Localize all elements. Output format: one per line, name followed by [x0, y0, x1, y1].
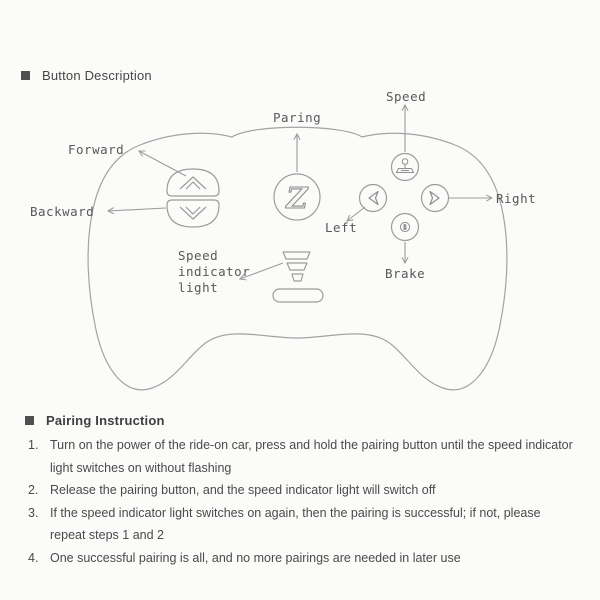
backward-label: Backward [30, 204, 95, 219]
z-logo-icon: Z [286, 181, 308, 215]
list-item [28, 547, 580, 570]
brake-label: Brake [385, 266, 426, 281]
forward-button [167, 169, 219, 196]
list-item [28, 434, 580, 479]
brake-icon [400, 222, 409, 231]
list-item [28, 502, 580, 547]
step-text: If the speed indicator light switches on again, then the pairing is successful; if not, please repeat steps 1 and 2 [50, 505, 541, 542]
paring-label: Paring [273, 110, 322, 125]
left-label: Left [325, 220, 358, 235]
speed-button [392, 154, 419, 181]
up-chevron-icon [180, 177, 206, 189]
step-text: Turn on the power of the ride-on car, press and hold the pairing button until the speed indicator light switches on without flashing [50, 438, 573, 475]
step-number: 3. [28, 505, 39, 520]
step-text: One successful pairing is all, and no more pairings are needed in later use [50, 550, 461, 565]
joystick-icon [397, 159, 414, 173]
backward-arrow [108, 208, 166, 211]
right-label: Right [496, 191, 537, 206]
right-button [422, 185, 449, 212]
speed-indicator-label-line1: Speed [178, 248, 219, 263]
left-chevron-icon [369, 192, 378, 205]
step-number: 2. [28, 483, 39, 497]
pairing-button [274, 174, 320, 220]
step-number: 4. [28, 550, 39, 565]
left-arrow [347, 207, 365, 221]
step-text: Release the pairing button, and the speed indicator light will switch off [50, 483, 436, 497]
speed-indicator-label [178, 248, 250, 296]
speed-label: Speed [386, 89, 427, 104]
button-description-title: Button Description [42, 68, 152, 83]
pairing-instruction-header [25, 413, 165, 428]
list-item [28, 479, 580, 502]
forward-label: Forward [68, 142, 125, 157]
speed-indicator-label-line3: light [178, 280, 219, 295]
speed-indicator-light [273, 252, 323, 302]
power-slot [273, 289, 323, 302]
step-number: 1. [28, 438, 39, 452]
pairing-steps-list [28, 434, 580, 569]
down-chevron-icon [180, 207, 206, 219]
square-bullet-icon [25, 416, 34, 425]
pairing-instruction-title: Pairing Instruction [46, 413, 165, 428]
brake-button [392, 214, 419, 241]
right-chevron-icon [430, 192, 439, 205]
speed-indicator-label-line2: indicator [178, 264, 251, 279]
backward-button [167, 200, 219, 227]
forward-arrow [139, 151, 186, 176]
